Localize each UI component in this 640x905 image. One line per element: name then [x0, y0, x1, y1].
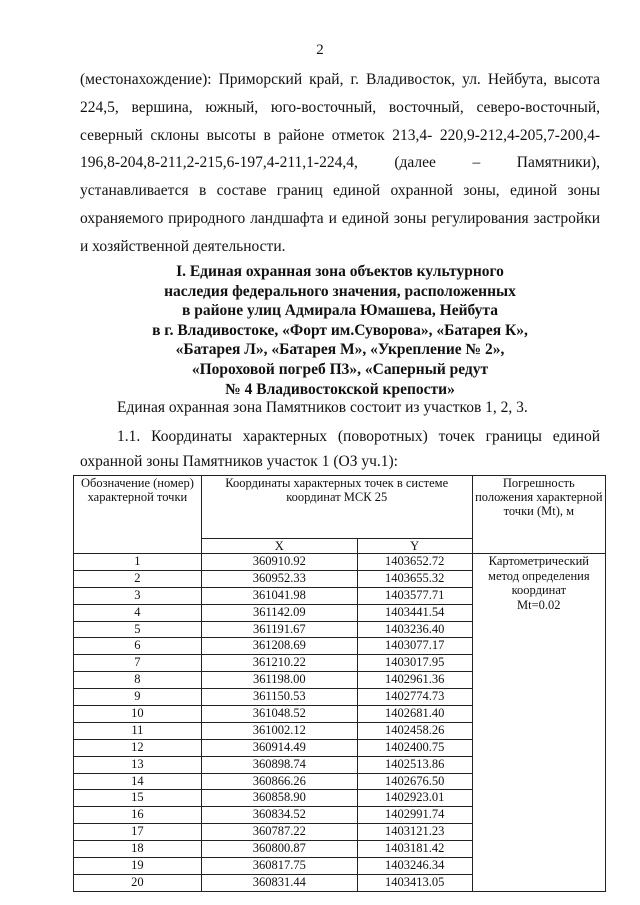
y-cell: 1402681.40 [357, 706, 472, 723]
x-cell: 361208.69 [201, 638, 357, 655]
coordinates-intro-paragraph: 1.1. Координаты характерных (поворотных) точек границы единой охранной зоны Памятников участок 1 (ОЗ уч.1): [80, 428, 600, 470]
header-error: Погрешность положения характерной точки (Mt), м [472, 476, 605, 554]
x-cell: 360914.49 [201, 739, 357, 756]
coordinates-table-body [74, 554, 606, 892]
point-number-cell: 19 [74, 858, 202, 875]
error-method-line: Картометрический [488, 554, 589, 568]
page-number: 2 [316, 42, 324, 58]
x-cell: 360831.44 [201, 874, 357, 891]
y-cell: 1402458.26 [357, 722, 472, 739]
point-number-cell: 8 [74, 672, 202, 689]
error-method-line: Mt=0.02 [517, 597, 561, 612]
x-cell: 360910.92 [201, 554, 357, 571]
y-cell: 1402513.86 [357, 756, 472, 773]
x-cell: 361142.09 [201, 604, 357, 621]
point-number-cell: 3 [74, 587, 202, 604]
header-point-number: Обозначение (номер) характерной точки [74, 476, 202, 554]
point-number-cell: 12 [74, 739, 202, 756]
y-cell: 1403655.32 [357, 570, 472, 587]
y-cell: 1403652.72 [357, 554, 472, 571]
section-title-line: I. Единая охранная зона объектов культурного [176, 263, 504, 280]
section-title-line: в районе улиц Адмирала Юмашева, Нейбута [182, 302, 498, 320]
header-y: Y [357, 539, 472, 554]
y-cell: 1402774.73 [357, 689, 472, 706]
point-number-cell: 18 [74, 841, 202, 858]
x-cell: 360817.75 [201, 858, 357, 875]
section-title-line: «Батарея Л», «Батарея М», «Укрепление № 2», [175, 341, 505, 359]
section-title-line: наследия федерального значения, расположенных [164, 282, 516, 300]
point-number-cell: 17 [74, 824, 202, 841]
header-x: X [201, 539, 357, 554]
section-title-line: в г. Владивостоке, «Форт им.Суворова», «Батарея К», [152, 321, 528, 339]
x-cell: 360866.26 [201, 773, 357, 790]
intro-text: (местонахождение): Приморский край, г. Владивосток, ул. Нейбута, высота 224,5, вершина, южный, юго-восточный, восточный, северо-восточный, северный склоны высоты в районе отметок 213,4- 220,9-212,4-205,7-200,4-196,8-204,8-211,2-215,6-197,4-211,1-224,4, (далее – Памятники), устанавливается в составе границ единой охранной зоны, единой зоны охраняемого природного ландшафта и единой зоны регулирования застройки и хозяйственной деятельности. [80, 71, 600, 255]
y-cell: 1403577.71 [357, 587, 472, 604]
point-number-cell: 15 [74, 790, 202, 807]
x-cell: 360787.22 [201, 824, 357, 841]
y-cell: 1402923.01 [357, 790, 472, 807]
x-cell: 360952.33 [201, 570, 357, 587]
y-cell: 1403181.42 [357, 841, 472, 858]
header-coordinates: Координаты характерных точек в системе координат МСК 25 [201, 476, 472, 539]
point-number-cell: 2 [74, 570, 202, 587]
y-cell: 1403121.23 [357, 824, 472, 841]
point-number-cell: 14 [74, 773, 202, 790]
point-number-cell: 9 [74, 689, 202, 706]
section-title-line: № 4 Владивостокской крепости» [225, 380, 455, 398]
y-cell: 1403246.34 [357, 858, 472, 875]
zone-composition-paragraph: Единая охранная зона Памятников состоит из участков 1, 2, 3. [117, 399, 528, 416]
x-cell: 360858.90 [201, 790, 357, 807]
x-cell: 360834.52 [201, 807, 357, 824]
point-number-cell: 16 [74, 807, 202, 824]
point-number-cell: 7 [74, 655, 202, 672]
y-cell: 1403236.40 [357, 621, 472, 638]
y-cell: 1402676.50 [357, 773, 472, 790]
y-cell: 1403017.95 [357, 655, 472, 672]
point-number-cell: 4 [74, 604, 202, 621]
y-cell: 1403077.17 [357, 638, 472, 655]
y-cell: 1403441.54 [357, 604, 472, 621]
error-method-cell [472, 554, 605, 892]
coordinates-table [73, 475, 606, 892]
point-number-cell: 20 [74, 874, 202, 891]
y-cell: 1403413.05 [357, 874, 472, 891]
x-cell: 361150.53 [201, 689, 357, 706]
point-number-cell: 1 [74, 554, 202, 571]
point-number-cell: 6 [74, 638, 202, 655]
point-number-cell: 11 [74, 722, 202, 739]
section-title [80, 262, 600, 399]
table-row [74, 554, 606, 571]
point-number-cell: 10 [74, 706, 202, 723]
intro-paragraph [80, 66, 600, 261]
x-cell: 361210.22 [201, 655, 357, 672]
y-cell: 1402400.75 [357, 739, 472, 756]
x-cell: 361002.12 [201, 722, 357, 739]
point-number-cell: 13 [74, 756, 202, 773]
y-cell: 1402961.36 [357, 672, 472, 689]
x-cell: 361191.67 [201, 621, 357, 638]
x-cell: 361041.98 [201, 587, 357, 604]
error-method-line: метод определения [488, 568, 590, 583]
x-cell: 361198.00 [201, 672, 357, 689]
x-cell: 360898.74 [201, 756, 357, 773]
section-title-line: «Пороховой погреб П3», «Саперный редут [191, 360, 489, 378]
point-number-cell: 5 [74, 621, 202, 638]
x-cell: 361048.52 [201, 706, 357, 723]
x-cell: 360800.87 [201, 841, 357, 858]
error-method-line: координат [511, 583, 567, 597]
y-cell: 1402991.74 [357, 807, 472, 824]
